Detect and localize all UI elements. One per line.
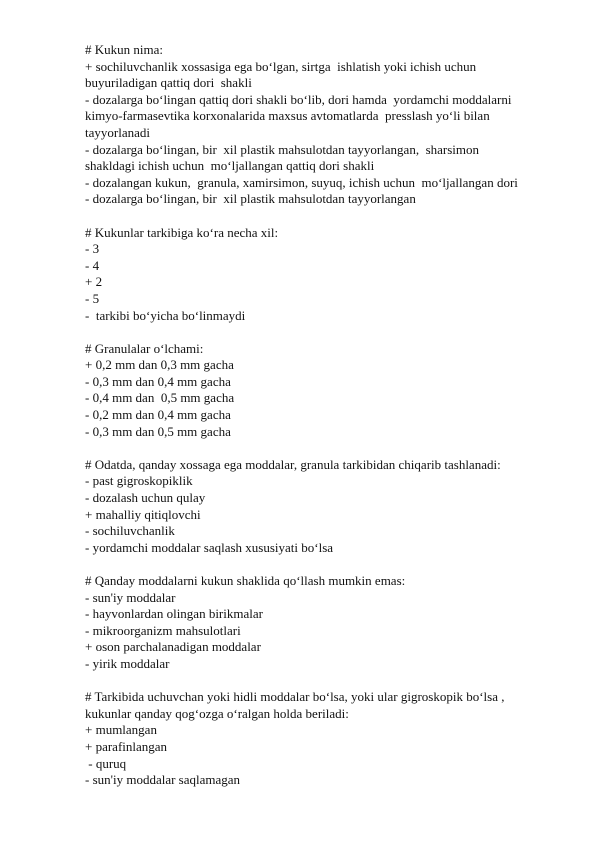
answer-option: - sochiluvchanlik (85, 523, 175, 539)
answer-option: - tarkibi bo‘yicha bo‘linmaydi (85, 307, 246, 323)
answer-option-continuation: shakldagi ichish uchun mo‘ljallangan qattiq dori shakli (85, 158, 375, 174)
question-text: # Kukunlar tarkibiga ko‘ra necha xil: (85, 224, 279, 240)
answer-option: - yordamchi moddalar saqlash xususiyati bo‘lsa (85, 539, 334, 555)
answer-option: - mikroorganizm mahsulotlari (85, 622, 241, 638)
question-block (85, 341, 556, 441)
answer-option: - sun'iy moddalar (85, 589, 176, 605)
answer-option-continuation: kimyo-farmasevtika korxonalarida maxsus avtomatlarda presslash yo‘li bilan (85, 108, 490, 124)
answer-option: - quruq (85, 755, 127, 771)
question-text: # Kukun nima: (85, 42, 163, 57)
answer-option: - dozalarga bo‘lingan qattiq dori shakli bo‘lib, dori hamda yordamchi moddalarni (85, 91, 512, 107)
answer-option: - past gigroskopiklik (85, 473, 193, 489)
answer-option: - dozalash uchun qulay (85, 490, 206, 506)
question-text-continuation: kukunlar qanday qog‘ozga o‘ralgan holda beriladi: (85, 705, 349, 721)
answer-option: + 0,2 mm dan 0,3 mm gacha (85, 357, 234, 373)
answer-option: - sun'iy moddalar saqlamagan (85, 772, 241, 788)
question-block (85, 573, 556, 673)
question-text: # Odatda, qanday xossaga ega moddalar, granula tarkibidan chiqarib tashlanadi: (85, 456, 501, 472)
answer-option: - hayvonlardan olingan birikmalar (85, 606, 263, 622)
answer-option: - 0,3 mm dan 0,5 mm gacha (85, 423, 231, 439)
answer-option: - yirik moddalar (85, 655, 170, 671)
answer-option: - 0,4 mm dan 0,5 mm gacha (85, 390, 235, 406)
question-text: # Qanday moddalarni kukun shaklida qo‘llash mumkin emas: (85, 573, 406, 588)
answer-option: - 3 (85, 241, 100, 257)
answer-option: + parafinlangan (85, 738, 168, 754)
answer-option: + 2 (85, 274, 103, 290)
question-text: # Granulalar o‘lchami: (85, 340, 204, 356)
answer-option: + oson parchalanadigan moddalar (85, 639, 261, 655)
question-block (85, 689, 556, 789)
answer-option: + mumlangan (85, 722, 157, 738)
answer-option-continuation: buyuriladigan qattiq dori shakli (85, 75, 252, 91)
answer-option: - 0,2 mm dan 0,4 mm gacha (85, 407, 231, 423)
question-block (85, 457, 556, 557)
answer-option: - dozalarga bo‘lingan, bir xil plastik mahsulotdan tayyorlangan, sharsimon (85, 141, 480, 157)
question-block (85, 42, 556, 208)
question-text: # Tarkibida uchuvchan yoki hidli moddalar bo‘lsa, yoki ular gigroskopik bo‘lsa , (85, 689, 505, 705)
answer-option: + mahalliy qitiqlovchi (85, 506, 201, 522)
answer-option: - 0,3 mm dan 0,4 mm gacha (85, 373, 231, 389)
answer-option-continuation: tayyorlanadi (85, 124, 150, 140)
answer-option: - dozalarga bo‘lingan, bir xil plastik mahsulotdan tayyorlangan (85, 191, 416, 207)
answer-option: - dozalangan kukun, granula, xamirsimon, suyuq, ichish uchun mo‘ljallangan dori (85, 174, 518, 190)
question-block (85, 225, 556, 325)
answer-option: - 4 (85, 257, 100, 273)
answer-option: + sochiluvchanlik xossasiga ega bo‘lgan, sirtga ishlatish yoki ichish uchun (85, 58, 477, 74)
answer-option: - 5 (85, 290, 100, 306)
